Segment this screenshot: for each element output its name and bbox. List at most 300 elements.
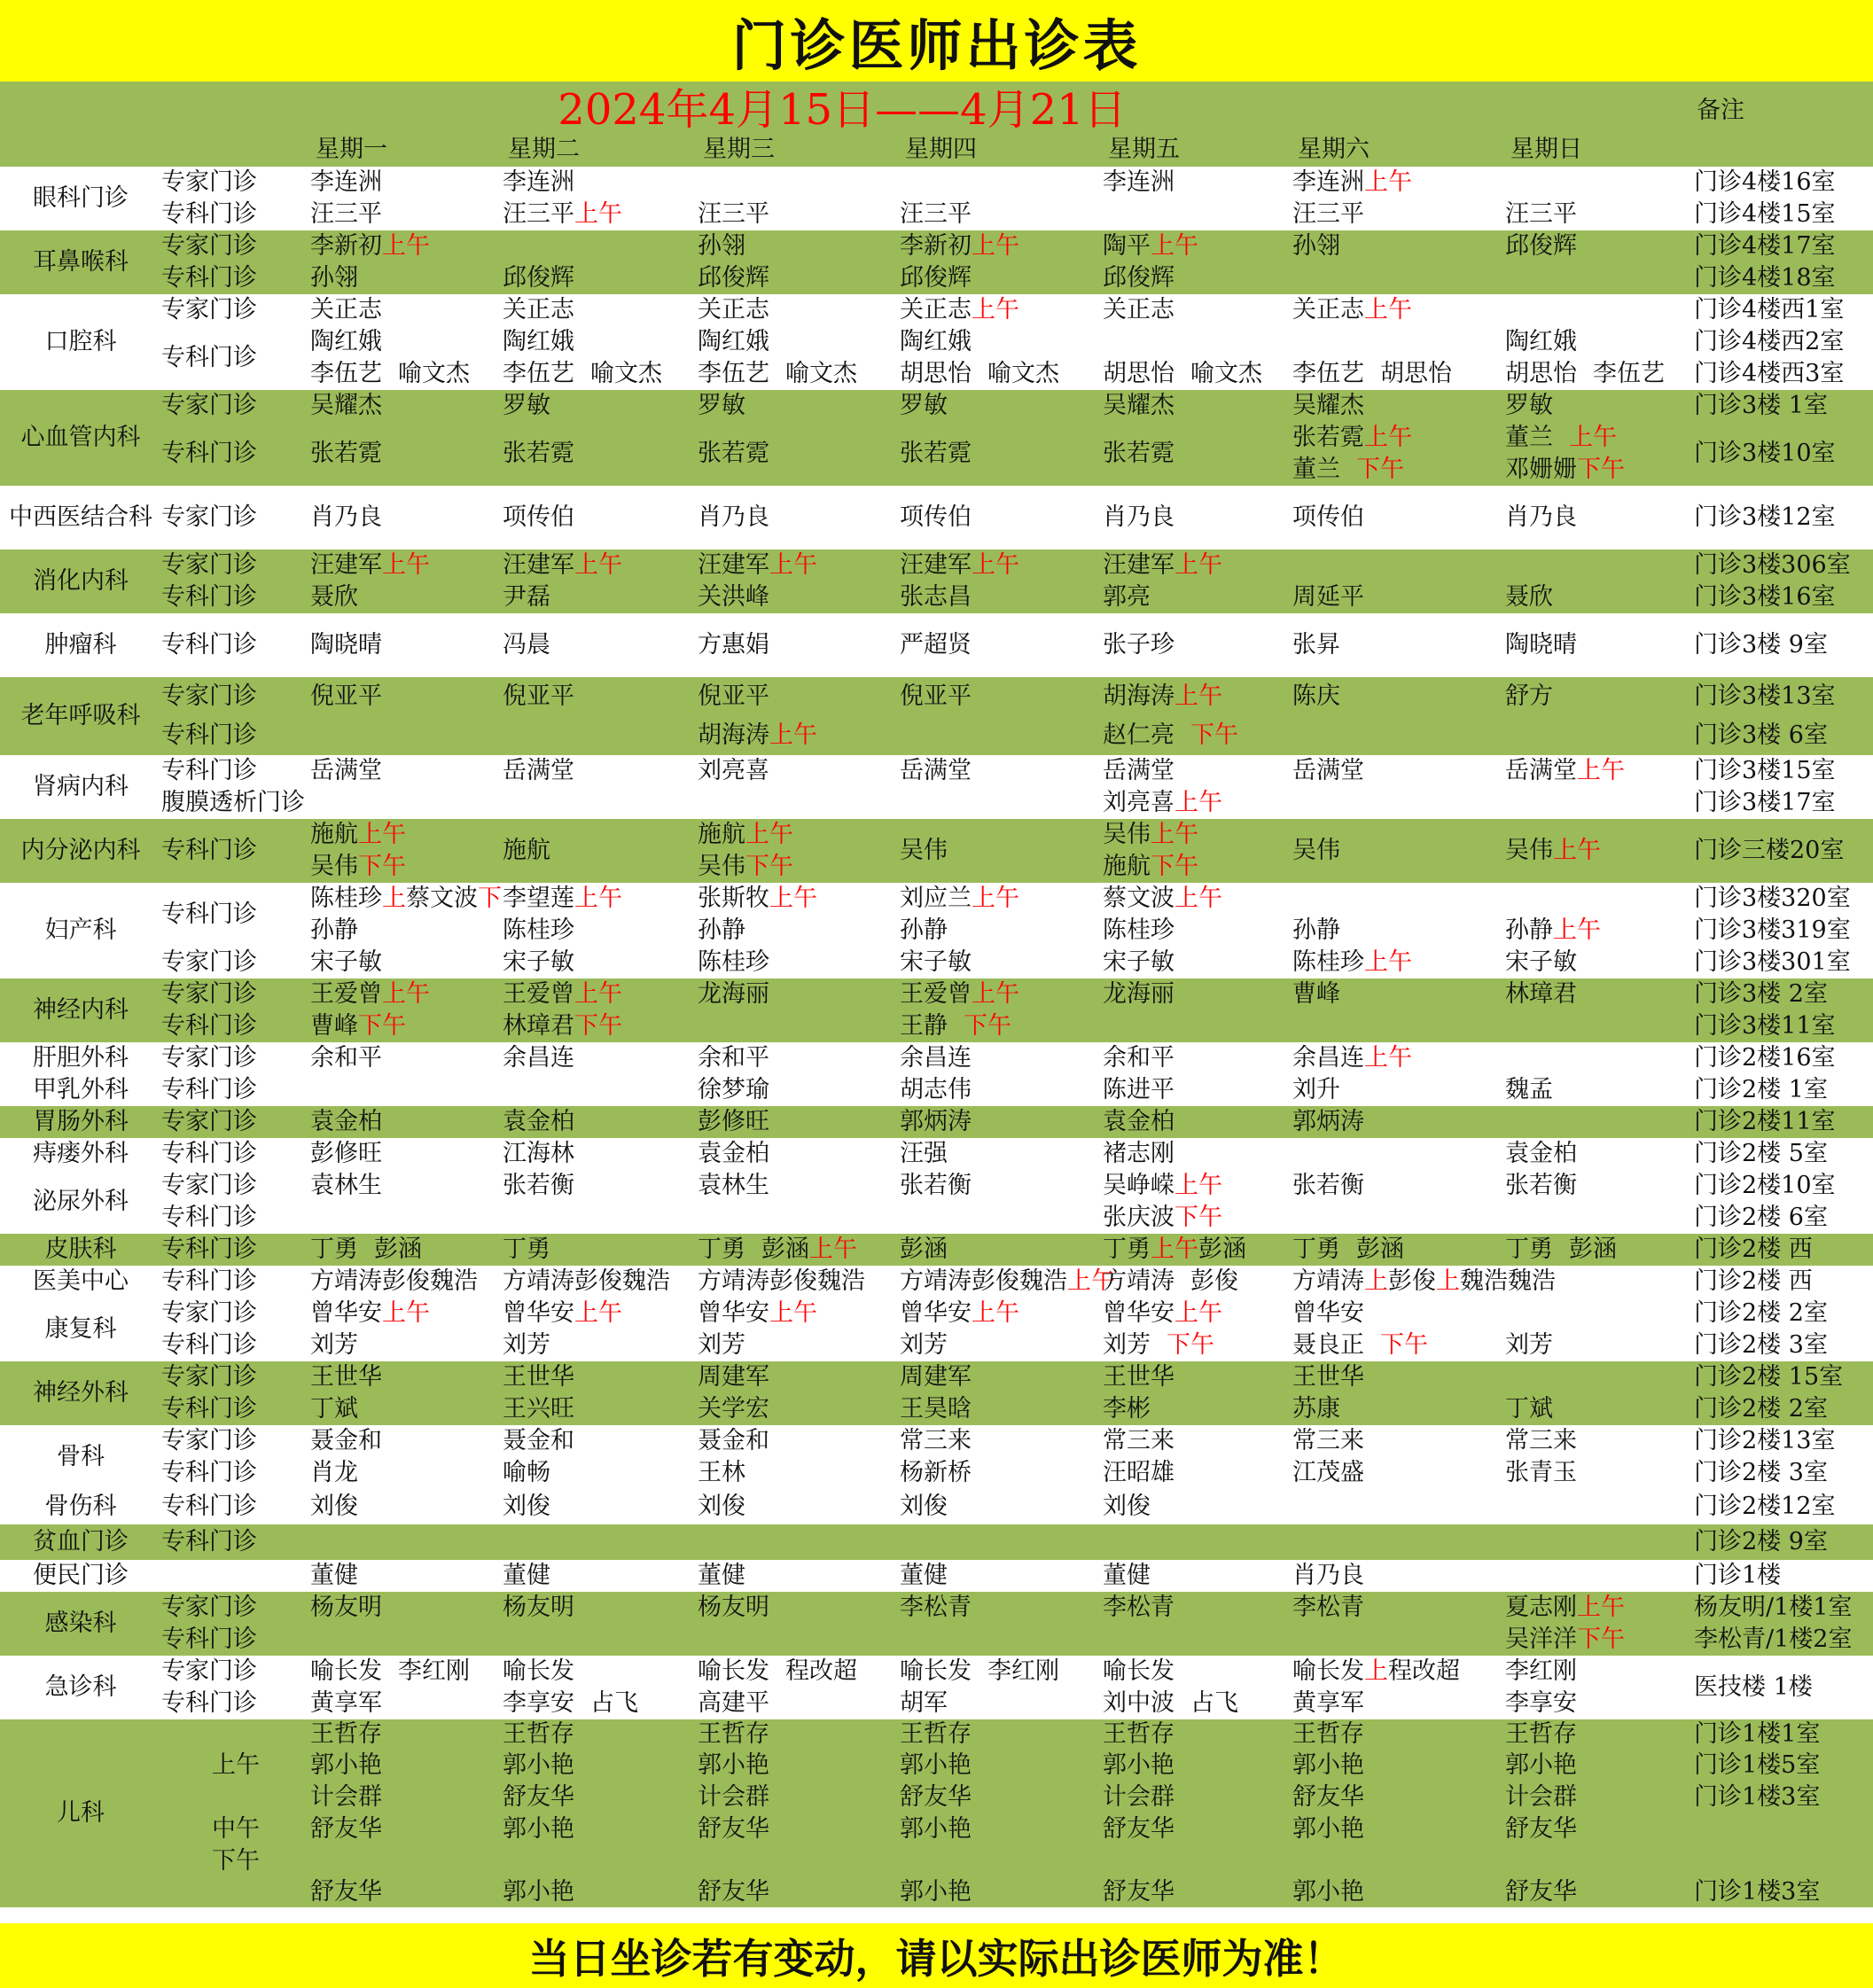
schedule-cell [698, 1813, 900, 1845]
doctor-name: 门诊3楼 6室 [1694, 721, 1828, 749]
session-marker: 上午 [972, 232, 1019, 260]
doctor-name: 专科门诊 [161, 264, 257, 292]
doctor-name: 专科门诊 [161, 1236, 257, 1263]
doctor-name: 喻长发 [900, 1657, 972, 1685]
doctor-name: 专科门诊 [161, 1267, 257, 1295]
doctor-name: 计会群 [1103, 1783, 1175, 1811]
schedule-cell [1292, 677, 1505, 716]
schedule-cell [1694, 581, 1873, 613]
doctor-name: 严超贤 [900, 631, 972, 659]
schedule-cell [1103, 581, 1292, 613]
schedule-cell [161, 262, 310, 294]
schedule-cell [1694, 915, 1873, 947]
doctor-name: 门诊3楼13室 [1694, 682, 1836, 710]
schedule-cell [1505, 947, 1694, 978]
schedule-cell [310, 1656, 503, 1688]
schedule-cell [1103, 1329, 1292, 1361]
schedule-cell [1103, 1361, 1292, 1393]
schedule-cell [698, 422, 900, 486]
schedule-cell [310, 1138, 503, 1170]
doctor-name: 宋子敏 [1103, 948, 1175, 976]
schedule-cell [1505, 550, 1694, 581]
doctor-name: 余和平 [310, 1044, 382, 1072]
doctor-name: 曾华安 [503, 1299, 574, 1327]
doctor-name: 刘芳 [698, 1331, 745, 1359]
doctor-name: 关学宏 [698, 1395, 769, 1423]
schedule-cell [503, 1457, 698, 1489]
schedule-cell [1694, 677, 1873, 716]
doctor-name: 喻长发 [503, 1657, 574, 1685]
doctor-name: 专科门诊 [161, 1140, 257, 1167]
session-marker: 上午 [972, 885, 1019, 912]
schedule-cell [1505, 1393, 1694, 1425]
doctor-name: 陈进平 [1103, 1076, 1175, 1103]
session-marker: 上午 [769, 1299, 817, 1327]
doctor-name: 门诊3楼301室 [1694, 948, 1851, 976]
schedule-cell [503, 1234, 698, 1266]
schedule-row [0, 550, 1873, 581]
doctor-name: 周建军 [698, 1363, 769, 1391]
doctor-name: 门诊2楼12室 [1694, 1493, 1836, 1520]
doctor-name: 儿科 [57, 1799, 105, 1827]
schedule-cell [900, 716, 1103, 755]
doctor-name: 老年呼吸科 [20, 702, 141, 729]
doctor-name: 门诊3楼11室 [1694, 1012, 1836, 1040]
doctor-name: 方靖涛彭俊魏浩 [900, 1267, 1067, 1295]
schedule-cell [900, 1592, 1103, 1624]
doctor-name: 董兰 [1292, 456, 1340, 483]
doctor-name: 王世华 [1103, 1363, 1175, 1391]
doctor-name: 汪建军 [698, 551, 769, 579]
schedule-cell [310, 1592, 503, 1624]
doctor-name: 王昊晗 [900, 1395, 972, 1423]
schedule-cell [1103, 1170, 1292, 1202]
department-name [0, 1234, 161, 1266]
session-marker: 上 [1364, 1657, 1388, 1685]
doctor-name: 孙静 [1505, 916, 1553, 944]
schedule-cell [900, 1106, 1103, 1138]
department-name [0, 978, 161, 1042]
doctor-name: 李连洲 [1103, 168, 1175, 196]
schedule-cell [900, 1688, 1103, 1719]
schedule-cell [310, 1106, 503, 1138]
schedule-row [0, 613, 1873, 677]
doctor-name: 刘芳 [310, 1331, 358, 1359]
schedule-cell [310, 1845, 503, 1877]
schedule-row [0, 390, 1873, 422]
doctor-name: 喻长发 [1103, 1657, 1175, 1685]
doctor-name: 专家门诊 [161, 948, 257, 976]
schedule-cell [1103, 1688, 1292, 1719]
doctor-name: 门诊3楼10室 [1694, 440, 1836, 467]
schedule-cell [900, 1489, 1103, 1524]
session-marker: 上午 [769, 551, 817, 579]
doctor-name: 李望莲 [503, 885, 574, 912]
session-marker: 上午 [769, 721, 817, 749]
doctor-name: 丁勇 [1292, 1236, 1340, 1263]
doctor-name: 计会群 [698, 1783, 769, 1811]
doctor-name: 张若衡 [1292, 1172, 1364, 1199]
schedule-row [0, 677, 1873, 716]
doctor-name: 专家门诊 [161, 503, 257, 531]
doctor-name: 专家门诊 [161, 1172, 257, 1199]
schedule-cell [1694, 199, 1873, 230]
schedule-cell [900, 613, 1103, 677]
department-name [0, 390, 161, 486]
doctor-name: 袁林生 [310, 1172, 382, 1199]
doctor-name: 专科门诊 [161, 1204, 257, 1231]
session-marker: 上午 [382, 551, 430, 579]
schedule-cell [698, 262, 900, 294]
schedule-cell [503, 755, 698, 787]
schedule-cell [1103, 1074, 1292, 1106]
schedule-cell [503, 819, 698, 883]
schedule-cell [900, 1425, 1103, 1457]
doctor-name: 专科门诊 [161, 1395, 257, 1423]
doctor-name: 倪亚平 [698, 682, 769, 710]
doctor-name: 专家门诊 [161, 1299, 257, 1327]
schedule-cell [161, 1298, 310, 1329]
doctor-name: 关正志 [503, 296, 574, 324]
schedule-cell [698, 1656, 900, 1688]
schedule-cell [1505, 1010, 1694, 1042]
doctor-name: 李伍艺 [310, 360, 382, 387]
doctor-name: 李享安 [1505, 1689, 1577, 1717]
doctor-name: 门诊4楼西1室 [1694, 296, 1845, 324]
doctor-name: 郭小艳 [1505, 1751, 1577, 1779]
doctor-name: 罗敏 [900, 392, 948, 419]
doctor-name: 罗敏 [503, 392, 550, 419]
doctor-name: 汪昭雄 [1103, 1459, 1175, 1486]
doctor-name: 岳满堂 [900, 757, 972, 784]
session-marker: 上午 [1175, 789, 1222, 816]
doctor-name: 郭小艳 [900, 1815, 972, 1843]
schedule-cell [900, 1845, 1103, 1877]
schedule-cell [310, 167, 503, 199]
doctor-name: 施航 [698, 821, 745, 848]
doctor-name: 肖乃良 [310, 503, 382, 531]
schedule-cell [1292, 1489, 1505, 1524]
department-name [0, 819, 161, 883]
doctor-name: 汪三平 [1292, 200, 1364, 228]
schedule-cell [503, 1877, 698, 1907]
schedule-cell [1694, 1592, 1873, 1624]
schedule-cell [503, 1202, 698, 1234]
schedule-cell [1103, 294, 1292, 326]
doctor-name: 龙海丽 [1103, 980, 1175, 1008]
schedule-cell [698, 883, 900, 915]
doctor-name: 胡思怡 [1505, 360, 1577, 387]
schedule-cell [1103, 1266, 1292, 1298]
schedule-cell [1292, 1457, 1505, 1489]
schedule-cell [1103, 550, 1292, 581]
doctor-name: 门诊4楼17室 [1694, 232, 1836, 260]
doctor-name: 感染科 [44, 1610, 117, 1637]
doctor-name: 门诊4楼18室 [1694, 264, 1836, 292]
schedule-cell [1292, 390, 1505, 422]
schedule-cell [1505, 613, 1694, 677]
schedule-cell [503, 326, 698, 358]
doctor-name: 门诊4楼西3室 [1694, 360, 1845, 387]
schedule-cell [1694, 1719, 1873, 1750]
schedule-row [0, 1138, 1873, 1170]
doctor-name: 肿瘤科 [44, 631, 117, 659]
schedule-cell [1694, 1781, 1873, 1813]
doctor-name: 吴伟 [1505, 837, 1553, 864]
schedule-cell [900, 1813, 1103, 1845]
schedule-table [0, 167, 1873, 1907]
schedule-cell [1292, 1298, 1505, 1329]
schedule-cell [161, 581, 310, 613]
doctor-name: 李连洲 [503, 168, 574, 196]
schedule-cell [503, 422, 698, 486]
schedule-cell [1505, 1329, 1694, 1361]
schedule-cell [900, 1750, 1103, 1781]
session-marker: 上午 [1175, 885, 1222, 912]
doctor-name: 岳满堂 [1292, 757, 1364, 784]
schedule-cell [698, 915, 900, 947]
schedule-row [0, 486, 1873, 550]
doctor-name: 专科门诊 [161, 757, 257, 784]
doctor-name: 专家门诊 [161, 1594, 257, 1621]
schedule-cell [900, 390, 1103, 422]
schedule-cell [310, 1266, 503, 1298]
schedule-row [0, 1010, 1873, 1042]
schedule-cell [900, 1298, 1103, 1329]
doctor-name: 专科门诊 [161, 344, 257, 371]
schedule-row [0, 1877, 1873, 1907]
schedule-cell [1505, 1688, 1694, 1719]
schedule-row [0, 1781, 1873, 1813]
doctor-name: 宋子敏 [503, 948, 574, 976]
schedule-row [0, 1457, 1873, 1489]
doctor-name: 刘俊 [310, 1493, 358, 1520]
doctor-name: 吴伟 [1292, 837, 1340, 864]
schedule-cell [1292, 1074, 1505, 1106]
schedule-cell [161, 1329, 310, 1361]
session-marker: 上午 [1175, 1172, 1222, 1199]
schedule-cell [310, 550, 503, 581]
schedule-cell [1292, 1329, 1505, 1361]
doctor-name: 彭修旺 [698, 1108, 769, 1135]
doctor-name: 施航 [310, 821, 358, 848]
doctor-name: 曾华安 [698, 1299, 769, 1327]
schedule-cell [1694, 716, 1873, 755]
doctor-name: 陶晓晴 [1505, 631, 1577, 659]
session-marker: 上午 [1364, 948, 1412, 976]
doctor-name: 张若霓 [310, 440, 382, 467]
schedule-cell [161, 167, 310, 199]
doctor-name: 专科门诊 [161, 440, 257, 467]
doctor-name: 余和平 [1103, 1044, 1175, 1072]
doctor-name: 倪亚平 [900, 682, 972, 710]
doctor-name: 倪亚平 [310, 682, 382, 710]
doctor-name: 方靖涛 [1103, 1267, 1175, 1295]
doctor-name: 施航 [503, 837, 550, 864]
schedule-cell [1292, 581, 1505, 613]
doctor-name: 项传伯 [900, 503, 972, 531]
doctor-name: 关正志 [310, 296, 382, 324]
schedule-cell [900, 1042, 1103, 1074]
schedule-cell [900, 262, 1103, 294]
schedule-cell [1292, 1042, 1505, 1074]
schedule-cell [1505, 454, 1694, 486]
schedule-cell [1505, 755, 1694, 787]
schedule-cell [503, 1813, 698, 1845]
doctor-name: 王哲存 [1292, 1720, 1364, 1748]
schedule-cell [310, 1010, 503, 1042]
doctor-name: 专科门诊 [161, 900, 257, 928]
schedule-row [0, 755, 1873, 787]
schedule-cell [1292, 454, 1505, 486]
schedule-cell [698, 787, 900, 819]
doctor-name: 吴峥嵘 [1103, 1172, 1175, 1199]
schedule-cell [698, 1074, 900, 1106]
doctor-name: 专科门诊 [161, 1528, 257, 1555]
doctor-name: 常三来 [1505, 1427, 1577, 1454]
schedule-row [0, 1170, 1873, 1202]
doctor-name: 孙静 [310, 916, 358, 944]
doctor-name: 董健 [698, 1562, 745, 1589]
doctor-name: 郭小艳 [1292, 1751, 1364, 1779]
schedule-cell [1694, 294, 1873, 326]
schedule-cell [1505, 716, 1694, 755]
doctor-name: 王哲存 [1505, 1720, 1577, 1748]
doctor-name: 关正志 [698, 296, 769, 324]
doctor-name: 专家门诊 [161, 980, 257, 1008]
session-marker: 上 [1436, 1267, 1460, 1295]
weekday-header: 星期三 [703, 136, 775, 163]
department-name [0, 1524, 161, 1560]
schedule-cell [1103, 1813, 1292, 1845]
doctor-name: 徐梦瑜 [698, 1076, 769, 1103]
doctor-name: 舒方 [1505, 682, 1553, 710]
schedule-cell [1103, 1138, 1292, 1170]
schedule-cell [1505, 819, 1694, 883]
schedule-row [0, 1393, 1873, 1425]
doctor-name: 彭涵 [761, 1236, 809, 1263]
schedule-cell [1292, 1170, 1505, 1202]
doctor-name: 李新初 [310, 232, 382, 260]
schedule-cell [310, 230, 503, 262]
doctor-name: 彭涵 [900, 1236, 948, 1263]
schedule-cell [900, 978, 1103, 1010]
doctor-name: 袁金柏 [1505, 1140, 1577, 1167]
schedule-cell [1694, 1425, 1873, 1457]
weekday-header: 星期六 [1298, 136, 1370, 163]
doctor-name: 陈桂珍 [1103, 916, 1175, 944]
doctor-name: 陶红娥 [503, 328, 574, 355]
schedule-cell [161, 1010, 310, 1042]
schedule-cell [1505, 294, 1694, 326]
schedule-cell [698, 716, 900, 755]
schedule-cell [1292, 167, 1505, 199]
weekday-header: 星期五 [1108, 136, 1180, 163]
schedule-cell [698, 486, 900, 550]
session-marker: 上午 [1364, 424, 1412, 451]
schedule-cell [1103, 677, 1292, 716]
session-marker: 上午 [1553, 916, 1601, 944]
doctor-name: 吴洋洋 [1505, 1625, 1577, 1653]
doctor-name: 邓姗姗 [1505, 456, 1577, 483]
schedule-cell [698, 1234, 900, 1266]
schedule-cell [503, 1010, 698, 1042]
session-marker: 上午 [1577, 757, 1625, 784]
doctor-name: 专科门诊 [161, 1689, 257, 1717]
session-marker: 下午 [1175, 1204, 1222, 1231]
schedule-cell [1103, 1234, 1292, 1266]
doctor-name: 专科门诊 [161, 721, 257, 749]
doctor-name: 专家门诊 [161, 682, 257, 710]
schedule-cell [310, 1877, 503, 1907]
doctor-name: 李享安 [503, 1689, 574, 1717]
schedule-cell [1505, 1656, 1694, 1688]
schedule-cell [698, 1781, 900, 1813]
doctor-name: 宋子敏 [310, 948, 382, 976]
schedule-cell [161, 716, 310, 755]
schedule-cell [1694, 1656, 1873, 1719]
doctor-name: 喻长发 [698, 1657, 769, 1685]
doctor-name: 岳满堂 [1505, 757, 1577, 784]
weekday-header: 星期四 [905, 136, 977, 163]
doctor-name: 胡军 [900, 1689, 948, 1717]
doctor-name: 汪三平 [698, 200, 769, 228]
schedule-cell [310, 262, 503, 294]
session-marker: 下午 [1151, 853, 1198, 880]
schedule-cell [1694, 1813, 1873, 1845]
schedule-cell [310, 915, 503, 947]
schedule-cell [1292, 1560, 1505, 1592]
doctor-name: 邱俊辉 [698, 264, 769, 292]
schedule-cell [310, 1361, 503, 1393]
doctor-name: 痔瘘外科 [33, 1140, 129, 1167]
schedule-cell [900, 1656, 1103, 1688]
schedule-cell [900, 755, 1103, 787]
schedule-cell [310, 422, 503, 486]
schedule-cell [503, 787, 698, 819]
schedule-cell [161, 819, 310, 883]
doctor-name: 苏康 [1292, 1395, 1340, 1423]
doctor-name: 邱俊辉 [1505, 232, 1577, 260]
doctor-name: 王世华 [310, 1363, 382, 1391]
schedule-cell [1103, 755, 1292, 787]
schedule-cell [1694, 1750, 1873, 1781]
doctor-name: 张若霓 [503, 440, 574, 467]
doctor-name: 常三来 [900, 1427, 972, 1454]
doctor-name: 专科门诊 [161, 631, 257, 659]
doctor-name: 专家门诊 [161, 168, 257, 196]
department-name [0, 1106, 161, 1138]
department-name [0, 1592, 161, 1656]
doctor-name: 陈桂珍 [503, 916, 574, 944]
doctor-name: 刘俊 [1103, 1493, 1151, 1520]
schedule-cell [698, 1624, 900, 1656]
schedule-cell [503, 550, 698, 581]
department-name [0, 755, 161, 819]
schedule-cell [698, 1329, 900, 1361]
schedule-cell [1505, 883, 1694, 915]
schedule-cell [1694, 1074, 1873, 1106]
schedule-cell [1292, 787, 1505, 819]
doctor-name: 刘芳 [900, 1331, 948, 1359]
schedule-cell [503, 1750, 698, 1781]
schedule-cell [1505, 1750, 1694, 1781]
schedule-cell [1694, 883, 1873, 915]
doctor-name: 张若霓 [698, 440, 769, 467]
doctor-name: 门诊2楼 5室 [1694, 1140, 1828, 1167]
schedule-cell [1694, 819, 1873, 883]
doctor-name: 门诊2楼 西 [1694, 1267, 1813, 1295]
